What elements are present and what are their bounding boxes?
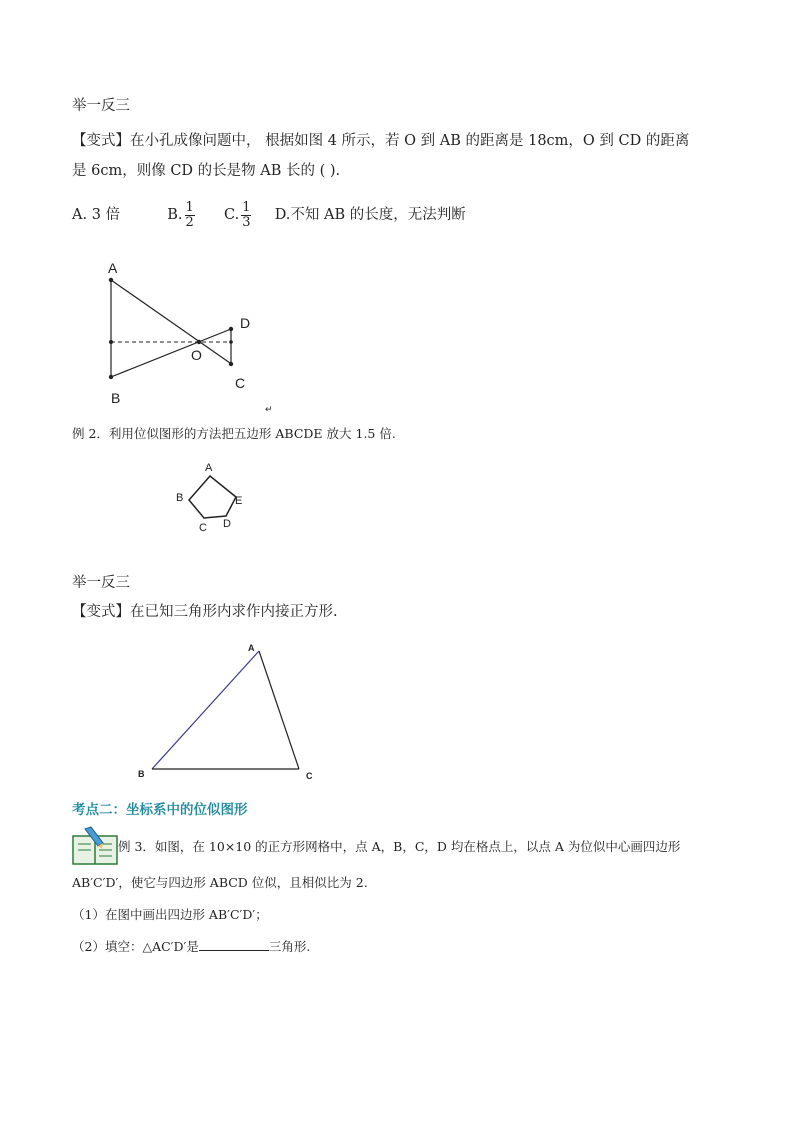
option-a: A. 3 倍 bbox=[72, 207, 121, 223]
fraction-one-third: $\frac{1}{3}$ bbox=[242, 199, 251, 230]
tri-label-C: C bbox=[306, 771, 313, 781]
example3-line1: 例 3．如图，在 10×10 的正方形网格中，点 A，B，C，D 均在格点上，以点 A 为位似中心画四边形 bbox=[118, 839, 681, 854]
q2-prefix: （2）填空：△AC′D′是 bbox=[72, 939, 199, 954]
pent-label-C: C bbox=[199, 522, 207, 534]
q2-suffix: 三角形. bbox=[268, 939, 311, 954]
option-c: C. $\frac{1}{3}$ bbox=[224, 199, 251, 230]
variant-label-2: 【变式】 bbox=[72, 604, 130, 620]
label-A: A bbox=[108, 260, 118, 276]
tri-label-A: A bbox=[248, 643, 255, 653]
fill-in-blank[interactable] bbox=[199, 936, 269, 951]
pent-label-D: D bbox=[223, 518, 231, 530]
fraction-one-half: $\frac{1}{2}$ bbox=[185, 199, 194, 230]
pent-label-E: E bbox=[235, 495, 243, 507]
pent-label-A: A bbox=[205, 462, 213, 474]
label-C: C bbox=[235, 375, 246, 391]
book-pencil-icon bbox=[72, 826, 120, 866]
variant-text-line1: 在小孔成像问题中， 根据如图 4 所示，若 O 到 AB 的距离是 18cm，O 到 CD 的距离 bbox=[130, 133, 690, 149]
option-d: D.不知 AB 的长度，无法判断 bbox=[274, 207, 466, 223]
pent-label-B: B bbox=[176, 492, 184, 504]
section2-heading: 举一反三 bbox=[72, 575, 130, 591]
example3-line2: AB′C′D′，使它与四边形 ABCD 位似，且相似比为 2. bbox=[72, 875, 368, 890]
example3-q1: （1）在图中画出四边形 AB′C′D′； bbox=[72, 907, 268, 922]
variant-text-2: 在已知三角形内求作内接正方形. bbox=[130, 604, 338, 620]
return-mark: ↵ bbox=[265, 404, 273, 414]
option-b: B. $\frac{1}{2}$ bbox=[167, 199, 194, 230]
kaodian-heading: 考点二：坐标系中的位似图形 bbox=[72, 802, 248, 818]
label-D: D bbox=[240, 315, 251, 331]
label-O: O bbox=[191, 347, 202, 363]
example3-q2 bbox=[72, 936, 310, 956]
label-B: B bbox=[111, 390, 121, 406]
section1-heading: 举一反三 bbox=[72, 98, 130, 114]
tri-label-B: B bbox=[138, 769, 145, 779]
variant-label: 【变式】 bbox=[72, 133, 130, 149]
example2-text: 例 2．利用位似图形的方法把五边形 ABCDE 放大 1.5 倍. bbox=[72, 426, 396, 441]
variant-problem-line2: 是 6cm，则像 CD 的长是物 AB 长的 ( ). bbox=[72, 163, 341, 179]
